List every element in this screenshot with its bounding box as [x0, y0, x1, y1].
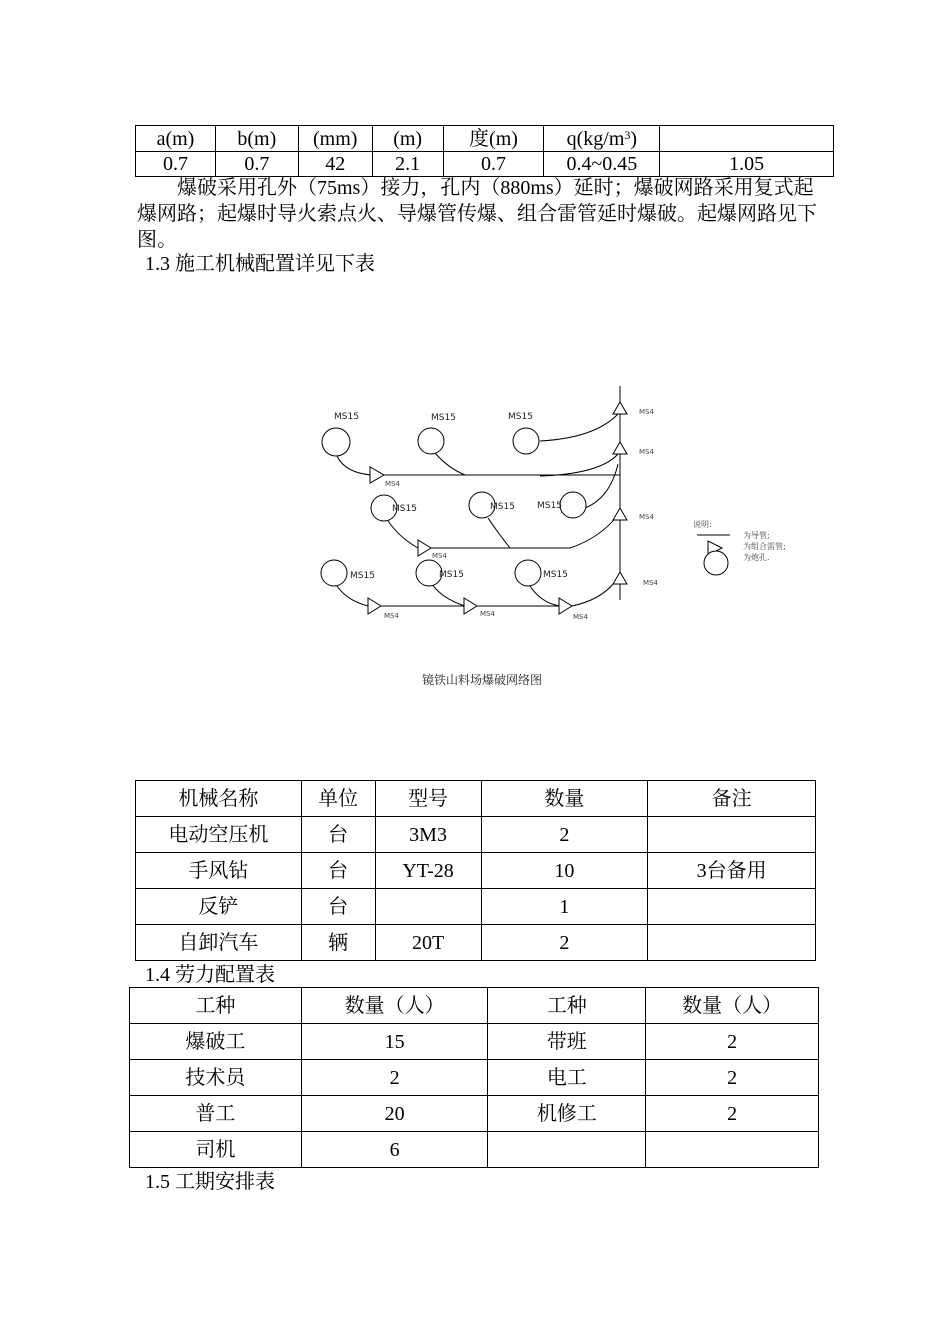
diagram-legend [693, 519, 786, 575]
diagram-caption: 镜铁山料场爆破网络图 [422, 673, 543, 687]
relay-detonator [613, 402, 627, 414]
table-cell: 0.7 [136, 152, 216, 177]
relay-detonator [368, 598, 381, 614]
header-cell: 机械名称 [136, 781, 302, 817]
blast-hole [560, 492, 586, 518]
relay-label: MS4 [639, 448, 654, 456]
lead-line [540, 414, 618, 441]
table-cell [648, 889, 816, 925]
section-heading-1-4: 1.4 劳力配置表 [145, 964, 275, 986]
table-cell: 2 [301, 1060, 488, 1096]
relay-label: MS4 [480, 610, 495, 618]
table-cell: 台 [301, 817, 375, 853]
table-row [136, 925, 816, 961]
table-cell: 6 [301, 1132, 488, 1168]
hole-label: MS15 [508, 412, 533, 422]
hole-label: MS15 [439, 570, 464, 580]
lead-line [570, 515, 618, 548]
table-row [136, 152, 834, 177]
hole-label: MS15 [431, 413, 456, 423]
table-cell: 反铲 [136, 889, 302, 925]
hole-label: MS15 [392, 504, 417, 514]
table-cell: 0.7 [215, 152, 298, 177]
table-cell: 3M3 [375, 817, 481, 853]
table-cell [648, 817, 816, 853]
table-row [130, 1060, 819, 1096]
q-label: q(kg/m [566, 127, 625, 150]
header-cell: (mm) [298, 126, 372, 152]
legend-circle-sample [704, 551, 728, 575]
table-header-row [130, 988, 819, 1024]
q-unit-superscript: 3 [624, 127, 631, 142]
hole-label: MS15 [543, 570, 568, 580]
table-row [136, 889, 816, 925]
header-cell: 型号 [375, 781, 481, 817]
table-cell: 电动空压机 [136, 817, 302, 853]
table-cell: 15 [301, 1024, 488, 1060]
blasting-network-diagram [300, 378, 820, 698]
header-cell: 数量（人） [301, 988, 488, 1024]
table-cell: 10 [481, 853, 648, 889]
blast-hole [418, 428, 444, 454]
header-cell-q [544, 126, 660, 152]
table-cell: 普工 [130, 1096, 302, 1132]
header-cell: 备注 [648, 781, 816, 817]
table-cell: 司机 [130, 1132, 302, 1168]
relay-label: MS4 [573, 613, 588, 621]
lead-line [572, 583, 614, 606]
table-cell: 2 [646, 1060, 819, 1096]
legend-line-desc: 为导管; [743, 531, 770, 540]
relay-detonator [418, 540, 431, 556]
relay-label: MS4 [432, 552, 447, 560]
table-header-row [136, 781, 816, 817]
table-cell [648, 925, 816, 961]
relay-detonator [370, 467, 384, 483]
table-header-row [136, 126, 834, 152]
section-heading-1-3: 1.3 施工机械配置详见下表 [145, 253, 375, 275]
blasting-paragraph: 爆破采用孔外（75ms）接力，孔内（880ms）延时；爆破网路采用复式起爆网路；起爆时导火索点火、导爆管传爆、组合雷管延时爆破。起爆网路见下图。 [137, 177, 817, 251]
relay-detonator [559, 598, 572, 614]
table-cell: 2 [646, 1096, 819, 1132]
lead-line [540, 454, 618, 476]
lead-line [388, 521, 418, 548]
lead-line [335, 583, 368, 606]
header-cell: 数量（人） [646, 988, 819, 1024]
relay-detonator [464, 598, 477, 614]
header-cell: 工种 [488, 988, 646, 1024]
table-cell: 自卸汽车 [136, 925, 302, 961]
lead-line [585, 464, 618, 508]
header-cell: a(m) [136, 126, 216, 152]
hole-label: MS15 [490, 502, 515, 512]
header-cell [660, 126, 834, 152]
table-cell: 3台备用 [648, 853, 816, 889]
table-cell: 2 [646, 1024, 819, 1060]
relay-label: MS4 [385, 480, 400, 488]
table-row [130, 1024, 819, 1060]
table-row [136, 817, 816, 853]
section-heading-1-5: 1.5 工期安排表 [145, 1171, 275, 1193]
header-cell: 单位 [301, 781, 375, 817]
table-cell: 42 [298, 152, 372, 177]
table-cell: 辆 [301, 925, 375, 961]
q-close-paren: ) [630, 127, 638, 150]
legend-circle-desc: 为炮孔. [743, 553, 770, 562]
blast-hole [513, 428, 539, 454]
header-cell: b(m) [215, 126, 298, 152]
table-cell: 带班 [488, 1024, 646, 1060]
labor-table [129, 987, 819, 1168]
table-cell [488, 1132, 646, 1168]
hole-label: MS15 [350, 571, 375, 581]
hole-label: MS15 [537, 501, 562, 511]
header-cell: 工种 [130, 988, 302, 1024]
table-cell: YT-28 [375, 853, 481, 889]
header-cell: 度(m) [443, 126, 544, 152]
table-cell: 手风钻 [136, 853, 302, 889]
relay-detonator [613, 508, 627, 520]
table-row [130, 1096, 819, 1132]
table-cell: 20T [375, 925, 481, 961]
table-cell: 0.7 [443, 152, 544, 177]
header-cell: (m) [372, 126, 443, 152]
table-cell: 电工 [488, 1060, 646, 1096]
relay-label: MS4 [639, 513, 654, 521]
table-cell: 技术员 [130, 1060, 302, 1096]
table-cell: 台 [301, 889, 375, 925]
relay-detonator [613, 572, 627, 584]
table-cell: 台 [301, 853, 375, 889]
lead-line [435, 453, 465, 475]
table-cell: 20 [301, 1096, 488, 1132]
table-cell: 0.4~0.45 [544, 152, 660, 177]
table-cell: 2.1 [372, 152, 443, 177]
blast-params-table [135, 125, 834, 177]
blast-hole [515, 560, 541, 586]
table-cell: 机修工 [488, 1096, 646, 1132]
blast-hole [322, 428, 350, 456]
table-row [130, 1132, 819, 1168]
legend-triangle-desc: 为组合雷管; [743, 542, 786, 551]
machinery-table [135, 780, 816, 961]
table-cell: 1 [481, 889, 648, 925]
table-cell: 爆破工 [130, 1024, 302, 1060]
relay-label: MS4 [639, 408, 654, 416]
relay-detonator [613, 442, 627, 454]
table-cell: 2 [481, 817, 648, 853]
relay-label: MS4 [384, 612, 399, 620]
hole-label: MS15 [334, 412, 359, 422]
lead-line [337, 456, 372, 475]
lead-line [528, 583, 560, 606]
lead-line [488, 518, 510, 548]
header-cell: 数量 [481, 781, 648, 817]
relay-label: MS4 [643, 579, 658, 587]
table-row [136, 853, 816, 889]
blast-hole [321, 560, 347, 586]
legend-title: 说明: [693, 520, 712, 529]
table-cell: 1.05 [660, 152, 834, 177]
table-cell [646, 1132, 819, 1168]
table-cell [375, 889, 481, 925]
table-cell: 2 [481, 925, 648, 961]
